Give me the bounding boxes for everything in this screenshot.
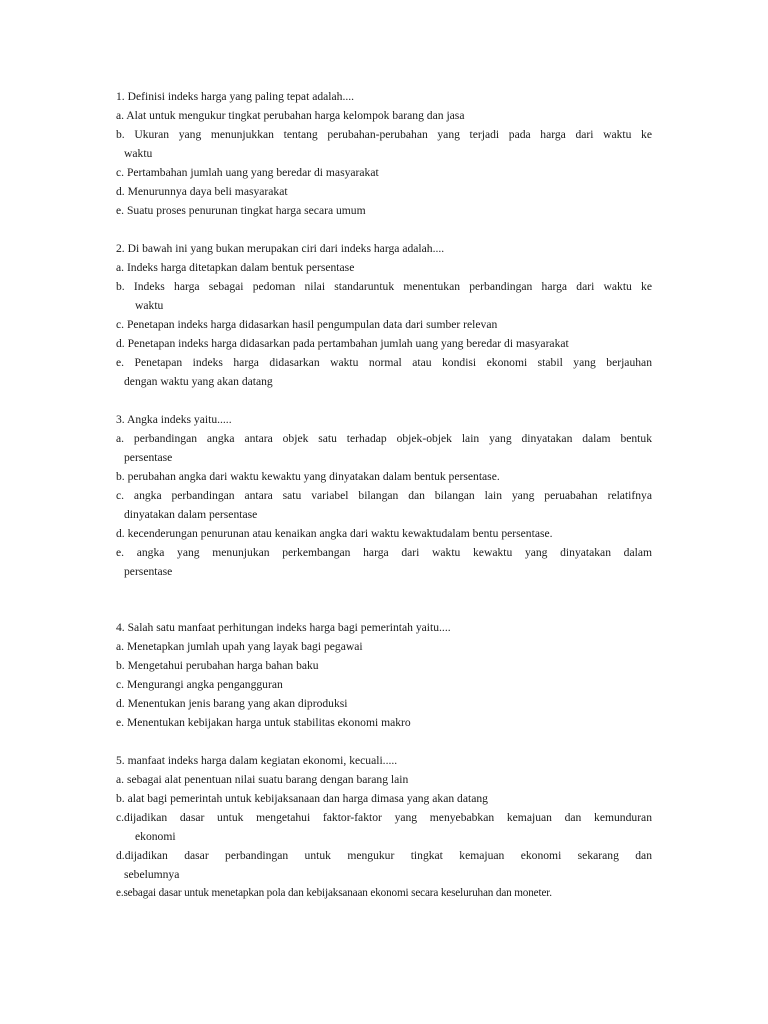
option-4b: b. Mengetahui perubahan harga bahan baku: [116, 659, 319, 672]
question-4-stem: 4. Salah satu manfaat perhitungan indeks harga bagi pemerintah yaitu....: [116, 621, 451, 634]
option-3c-cont: dinyatakan dalam persentase: [124, 508, 258, 521]
option-2e: e. Penetapan indeks harga didasarkan waktu normal atau kondisi ekonomi stabil yang berjauhan: [116, 356, 652, 369]
option-3e: e. angka yang menunjukan perkembangan harga dari waktu kewaktu yang dinyatakan dalam: [116, 546, 652, 559]
option-1c: c. Pertambahan jumlah uang yang beredar di masyarakat: [116, 166, 379, 179]
option-3a-cont: persentase: [124, 451, 173, 464]
option-2c: c. Penetapan indeks harga didasarkan hasil pengumpulan data dari sumber relevan: [116, 318, 498, 331]
option-4a: a. Menetapkan jumlah upah yang layak bagi pegawai: [116, 640, 363, 653]
option-1a: a. Alat untuk mengukur tingkat perubahan harga kelompok barang dan jasa: [116, 109, 465, 122]
option-3a: a. perbandingan angka antara objek satu terhadap objek-objek lain yang dinyatakan dalam bentuk: [116, 432, 652, 445]
option-5e: e.sebagai dasar untuk menetapkan pola dan kebijaksanaan ekonomi secara keseluruhan dan moneter.: [116, 887, 552, 899]
option-3c: c. angka perbandingan antara satu variabel bilangan dan bilangan lain yang peruabahan relatifnya: [116, 489, 652, 502]
question-3: [116, 410, 652, 581]
option-3b: b. perubahan angka dari waktu kewaktu yang dinyatakan dalam bentuk persentase.: [116, 470, 500, 483]
option-5c: c.dijadikan dasar untuk mengetahui faktor-faktor yang menyebabkan kemajuan dan kemunduran: [116, 811, 652, 824]
question-2: [116, 239, 652, 391]
question-1-stem: 1. Definisi indeks harga yang paling tepat adalah....: [116, 90, 355, 103]
option-3d: d. kecenderungan penurunan atau kenaikan angka dari waktu kewaktudalam bentu persentase.: [116, 527, 553, 540]
option-2a: a. Indeks harga ditetapkan dalam bentuk persentase: [116, 261, 355, 274]
question-5-stem: 5. manfaat indeks harga dalam kegiatan ekonomi, kecuali.....: [116, 754, 398, 767]
option-1b-cont: waktu: [124, 147, 153, 160]
option-4c: c. Mengurangi angka pengangguran: [116, 678, 283, 691]
option-4d: d. Menentukan jenis barang yang akan diproduksi: [116, 697, 348, 710]
question-2-stem: 2. Di bawah ini yang bukan merupakan ciri dari indeks harga adalah....: [116, 242, 445, 255]
option-2d: d. Penetapan indeks harga didasarkan pada pertambahan jumlah uang yang beredar di masyarakat: [116, 337, 569, 350]
option-4e: e. Menentukan kebijakan harga untuk stabilitas ekonomi makro: [116, 716, 411, 729]
option-1b: b. Ukuran yang menunjukkan tentang perubahan-perubahan yang terjadi pada harga dari waktu ke: [116, 128, 652, 141]
question-1: [116, 87, 652, 220]
option-5c-cont: ekonomi: [135, 830, 176, 843]
option-1e: e. Suatu proses penurunan tingkat harga secara umum: [116, 204, 366, 217]
option-5d: d.dijadikan dasar perbandingan untuk mengukur tingkat kemajuan ekonomi sekarang dan: [116, 849, 652, 862]
option-5a: a. sebagai alat penentuan nilai suatu barang dengan barang lain: [116, 773, 409, 786]
option-2b: b. Indeks harga sebagai pedoman nilai standaruntuk menentukan perbandingan harga dari waktu ke: [116, 280, 652, 293]
option-1d: d. Menurunnya daya beli masyarakat: [116, 185, 288, 198]
option-2e-cont: dengan waktu yang akan datang: [124, 375, 273, 388]
question-3-stem: 3. Angka indeks yaitu.....: [116, 413, 232, 426]
question-5: [116, 751, 652, 903]
option-5d-cont: sebelumnya: [124, 868, 180, 881]
option-2b-cont: waktu: [135, 299, 164, 312]
question-4: [116, 618, 652, 732]
option-5b: b. alat bagi pemerintah untuk kebijaksanaan dan harga dimasa yang akan datang: [116, 792, 488, 805]
option-3e-cont: persentase: [124, 565, 173, 578]
